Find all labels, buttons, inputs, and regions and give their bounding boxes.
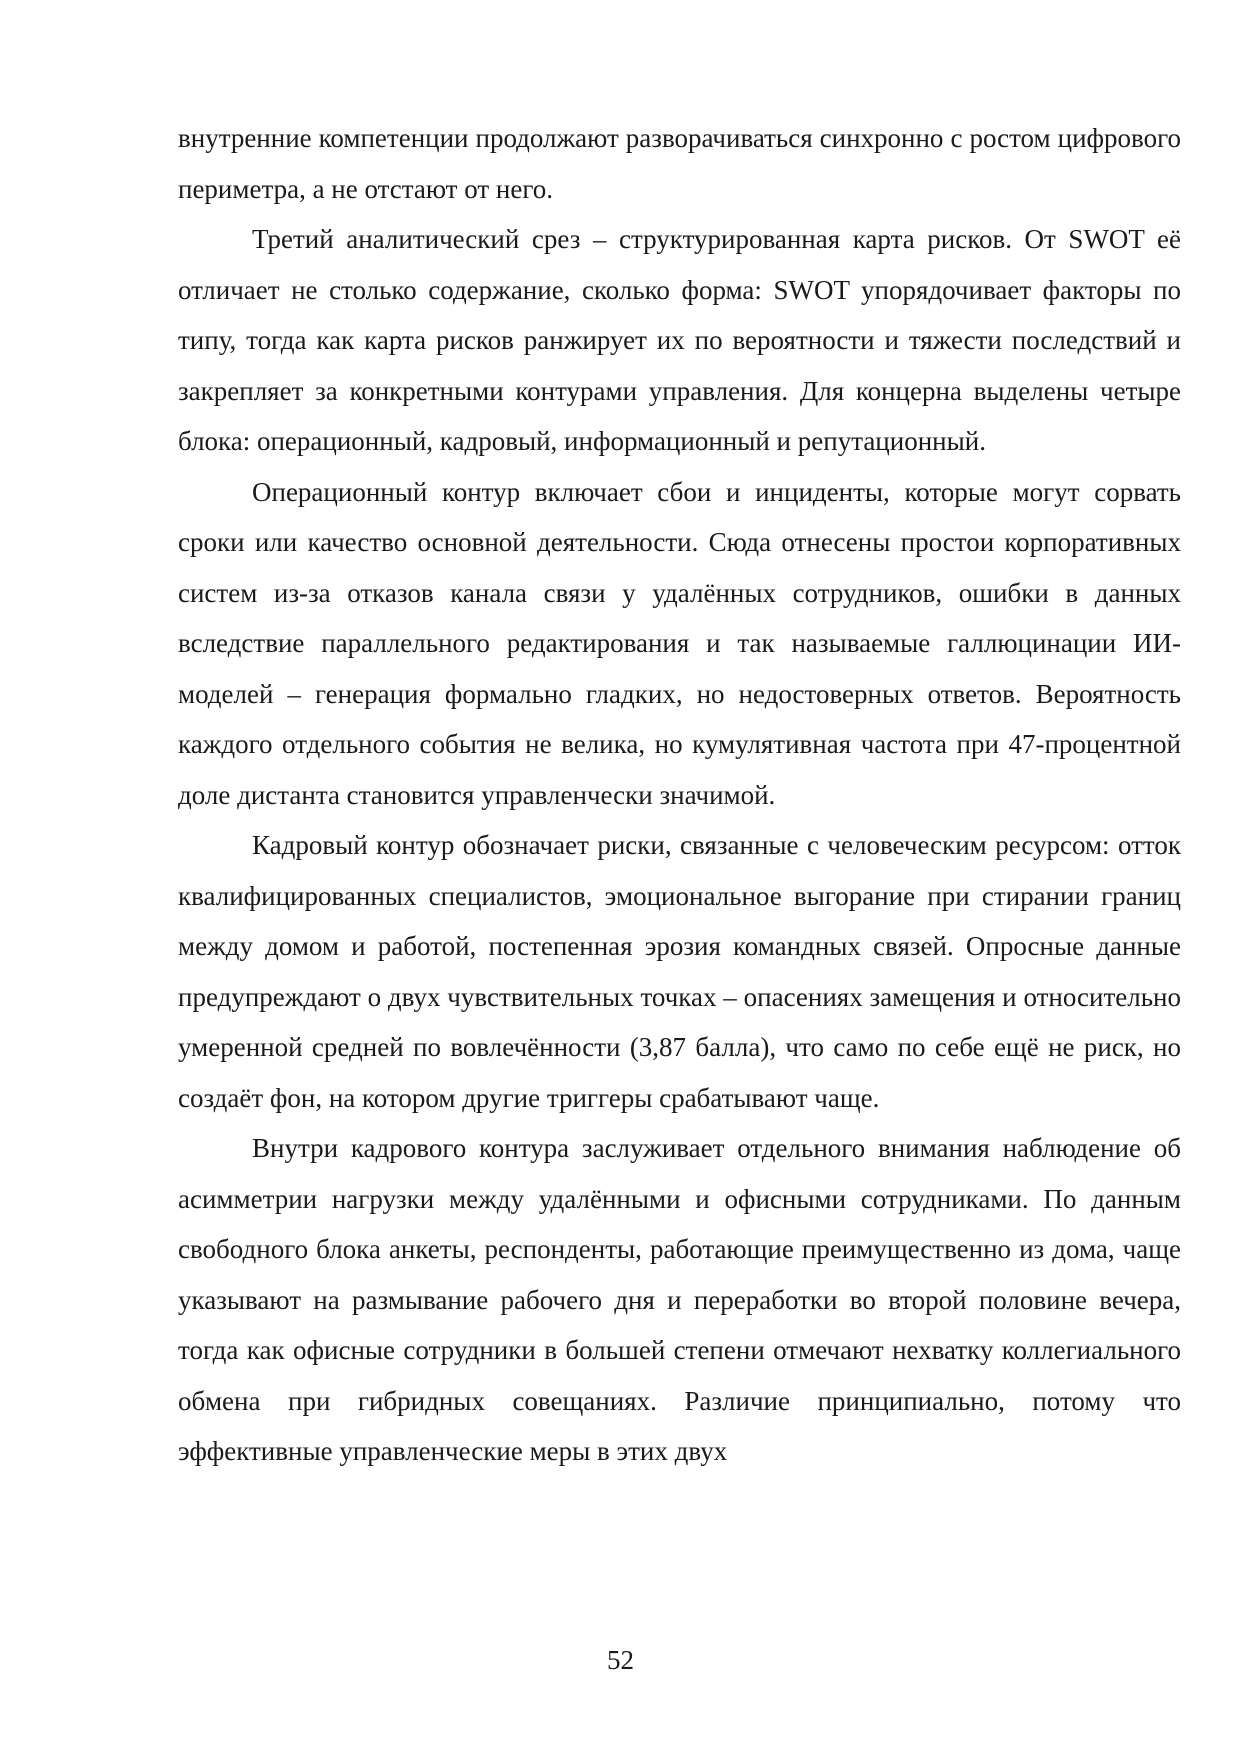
body-text [178, 113, 1181, 1477]
paragraph-risk-map: Третий аналитический срез – структурированная карта рисков. От SWOT её отличает не столько содержание, сколько форма: SWOT упорядочивает факторы по типу, тогда как карта рисков ранжирует их по вероятности и тяжести последствий и закрепляет за конкретными контурами управления. Для концерна выделены четыре блока: операционный, кадровый, информационный и репутационный. [178, 224, 1181, 456]
paragraph-workload-asymmetry: Внутри кадрового контура заслуживает отдельного внимания наблюдение об асимметрии нагрузки между удалёнными и офисными сотрудниками. По данным свободного блока анкеты, респонденты, работающие преимущественно из дома, чаще указывают на размывание рабочего дня и переработки во второй половине вечера, тогда как офисные сотрудники в большей степени отмечают нехватку коллегиального обмена при гибридных совещаниях. Различие принципиально, потому что эффективные управленческие меры в этих двух [178, 1133, 1181, 1466]
page-number: 52 [607, 1645, 634, 1675]
paragraph-personnel-contour: Кадровый контур обозначает риски, связанные с человеческим ресурсом: отток квалифицированных специалистов, эмоциональное выгорание при стирании границ между домом и работой, постепенная эрозия командных связей. Опросные данные предупреждают о двух чувствительных точках – опасениях замещения и относительно умеренной средней по вовлечённости (3,87 балла), что само по себе ещё не риск, но создаёт фон, на котором другие триггеры срабатывают чаще. [178, 830, 1181, 1113]
paragraph-continuation: внутренние компетенции продолжают разворачиваться синхронно с ростом цифрового периметра, а не отстают от него. [178, 123, 1181, 204]
paragraph-operational-contour: Операционный контур включает сбои и инциденты, которые могут сорвать сроки или качество основной деятельности. Сюда отнесены простои корпоративных систем из-за отказов канала связи у удалённых сотрудников, ошибки в данных вследствие параллельного редактирования и так называемые галлюцинации ИИ-моделей – генерация формально гладких, но недостоверных ответов. Вероятность каждого отдельного события не велика, но кумулятивная частота при 47-процентной доле дистанта становится управленчески значимой. [178, 476, 1181, 810]
